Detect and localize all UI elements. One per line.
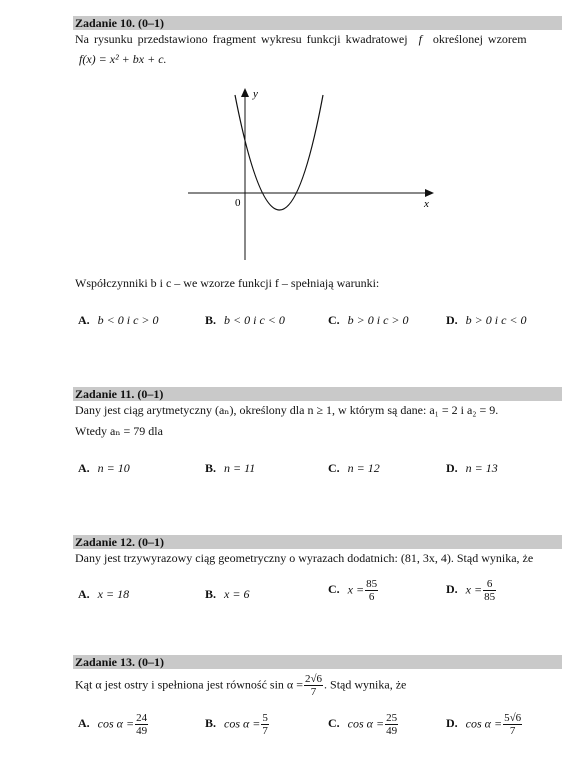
option-text: cos α = [465,716,503,731]
option-text: x = [347,582,365,597]
task-13-option-a[interactable] [78,712,149,737]
task-13-header: Zadanie 13. (0–1) [73,655,562,669]
task-11-option-a[interactable] [78,461,130,476]
x-axis-label: x [424,198,429,210]
option-text: b < 0 i c < 0 [224,313,285,327]
option-letter: D. [446,313,458,327]
fraction-numerator: 25 [386,712,398,724]
parabola-graph [180,80,440,265]
option-letter: A. [78,587,90,601]
option-fraction [365,578,378,603]
task-10-formula: f(x) = x² + bx + c. [79,52,167,66]
option-text: x = 18 [97,587,130,601]
option-letter: A. [78,313,90,327]
task-10-question: Współczynniki b i c – we wzorze funkcji f – spełniają warunki: [75,276,380,290]
fraction-numerator: 6 [483,578,496,591]
option-letter: D. [446,716,458,731]
option-text: n = 10 [97,461,130,475]
task-13-text-post: . Stąd wynika, że [324,677,407,692]
task-12-option-b[interactable] [205,587,249,602]
task-11-option-d[interactable] [446,461,498,476]
option-letter: B. [205,313,217,327]
option-letter: D. [446,461,458,475]
task-13-option-c[interactable] [328,712,399,737]
y-axis-arrow-icon [241,88,249,97]
option-letter: B. [205,587,217,601]
fraction-numerator: 5√6 [504,712,522,724]
option-fraction [261,712,269,737]
task-11-option-c[interactable] [328,461,380,476]
task-13-text-pre: Kąt α jest ostry i spełniona jest równość sin α = [75,677,303,692]
fraction-denominator: 6 [368,591,375,603]
task-10-option-a[interactable] [78,313,159,328]
option-fraction [503,712,522,737]
fraction-numerator: 2√6 [304,673,323,685]
fraction-numerator: 5 [262,712,268,724]
fraction-denominator: 49 [386,725,398,737]
fraction-denominator: 7 [509,725,516,737]
task-11-text2: Wtedy aₙ = 79 dla [75,424,163,438]
fraction-denominator: 7 [310,686,317,698]
option-text: b > 0 i c < 0 [465,313,527,327]
task-13-option-d[interactable] [446,712,523,737]
option-text: x = [465,582,483,597]
origin-label: 0 [235,197,241,209]
task-10-option-c[interactable] [328,313,409,328]
option-text: x = 6 [224,587,250,601]
option-letter: B. [205,716,217,731]
option-letter: D. [446,582,458,597]
task-13-option-b[interactable] [205,712,270,737]
task-10-text [75,32,527,47]
task-11-text: Dany jest ciąg arytmetyczny (aₙ), określony dla n ≥ 1, w którym są dane: a₁ = 2 i a₂ = 9. [75,403,499,417]
option-letter: C. [328,461,340,475]
fraction-denominator: 85 [484,591,496,603]
x-axis-arrow-icon [425,189,434,197]
option-letter: C. [328,582,340,597]
fraction-numerator: 85 [366,578,378,590]
task-12-text: Dany jest trzywyrazowy ciąg geometryczny o wyrazach dodatnich: (81, 3x, 4). Stąd wynika, że [75,551,534,565]
task-12-option-a[interactable] [78,587,129,602]
option-text: n = 13 [465,461,498,475]
fraction-denominator: 7 [262,725,268,737]
task-11-header: Zadanie 11. (0–1) [73,387,562,401]
option-letter: A. [78,716,90,731]
task-12-option-c[interactable] [328,578,379,603]
task-13-text [75,673,406,698]
option-letter: C. [328,313,340,327]
option-letter: C. [328,716,340,731]
y-axis-label: y [253,88,258,100]
task-10-text-part: Na rysunku przedstawiono fragment wykresu funkcji kwadratowej [75,32,408,46]
option-letter: A. [78,461,90,475]
option-text: n = 11 [224,461,256,475]
task-12-option-d[interactable] [446,578,497,603]
task-10-option-d[interactable] [446,313,527,328]
task-10-function-name: f [418,32,422,46]
task-12-header: Zadanie 12. (0–1) [73,535,562,549]
task-11-option-b[interactable] [205,461,255,476]
option-text: n = 12 [347,461,380,475]
sin-fraction [304,673,323,698]
option-letter: B. [205,461,217,475]
fraction-denominator: 49 [136,725,148,737]
option-text: cos α = [224,716,261,731]
option-fraction [483,578,496,603]
option-text: b < 0 i c > 0 [97,313,159,327]
task-10-text-part2: określonej wzorem [432,32,527,46]
option-fraction [385,712,398,737]
option-text: b > 0 i c > 0 [347,313,409,327]
fraction-numerator: 24 [136,712,148,724]
task-10-header: Zadanie 10. (0–1) [73,16,562,30]
option-text: cos α = [347,716,385,731]
option-text: cos α = [97,716,135,731]
task-10-option-b[interactable] [205,313,285,328]
option-fraction [135,712,148,737]
